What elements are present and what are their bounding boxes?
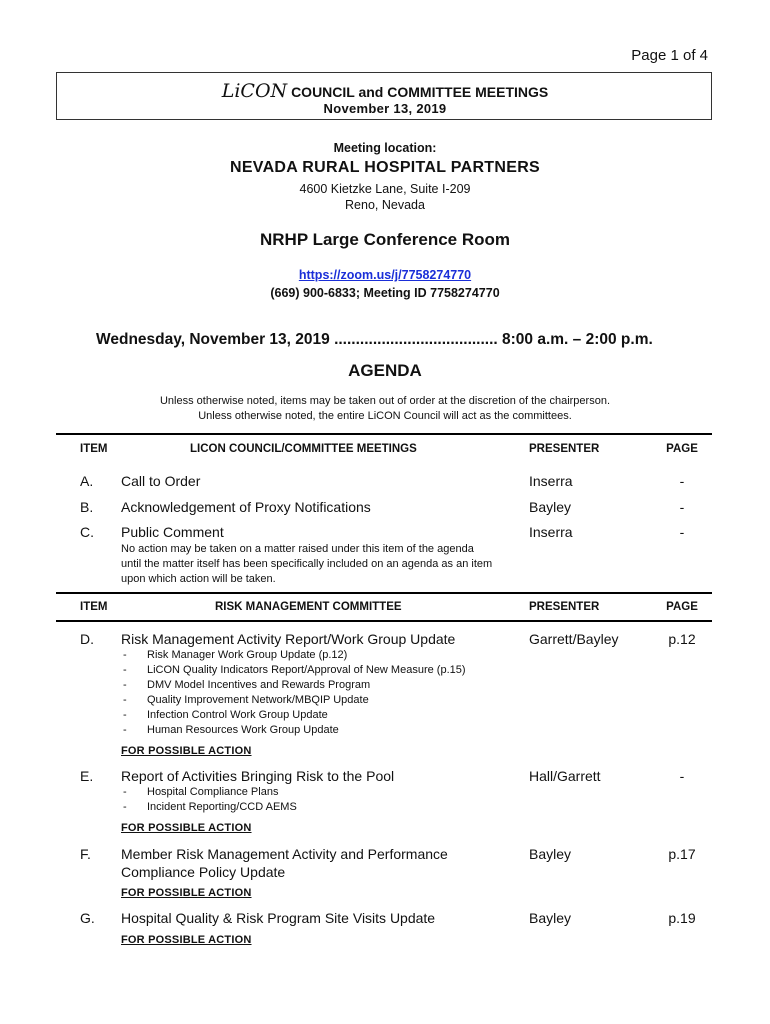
item-page: p.12 (668, 631, 696, 647)
item-title: Acknowledgement of Proxy Notifications (121, 499, 371, 515)
address: 4600 Kietzke Lane, Suite I-209 (299, 182, 471, 196)
bullet-marker: - (123, 679, 127, 691)
bullet-item: Risk Manager Work Group Update (p.12) (147, 649, 348, 661)
bullet-marker: - (123, 664, 127, 676)
bullet-marker: - (123, 786, 127, 798)
item-note: No action may be taken on a matter raised under this item of the agenda (121, 543, 474, 555)
possible-action-label: FOR POSSIBLE ACTION (121, 822, 252, 834)
col-header-page: PAGE (666, 601, 698, 613)
item-title: Hospital Quality & Risk Program Site Visits Update (121, 910, 436, 926)
item-page: - (679, 473, 685, 489)
bullet-marker: - (123, 694, 127, 706)
item-letter: F. (80, 846, 91, 862)
item-presenter: Bayley (529, 846, 572, 862)
item-title: Risk Management Activity Report/Work Group Update (121, 631, 456, 647)
organization-name: NEVADA RURAL HOSPITAL PARTNERS (229, 159, 541, 176)
col-header-item: ITEM (80, 443, 108, 455)
col-header-item: ITEM (80, 601, 108, 613)
agenda-heading: AGENDA (348, 361, 422, 380)
zoom-link[interactable]: https://zoom.us/j/7758274770 (298, 268, 472, 282)
bullet-marker: - (123, 724, 127, 736)
item-presenter: Hall/Garrett (529, 768, 601, 784)
bullet-item: LiCON Quality Indicators Report/Approval of New Measure (p.15) (147, 664, 466, 676)
item-presenter: Bayley (529, 910, 572, 926)
item-page: - (679, 524, 685, 540)
item-page: p.17 (668, 846, 696, 862)
bullet-marker: - (123, 649, 127, 661)
city: Reno, Nevada (345, 198, 425, 212)
divider (56, 433, 712, 435)
item-page: p.19 (668, 910, 696, 926)
item-presenter: Inserra (529, 473, 573, 489)
possible-action-label: FOR POSSIBLE ACTION (121, 887, 252, 899)
location-label: Meeting location: (333, 141, 437, 155)
licon-logo: LiCON (221, 80, 288, 102)
item-title: Report of Activities Bringing Risk to the Pool (121, 768, 395, 784)
bullet-item: DMV Model Incentives and Rewards Program (147, 679, 371, 691)
item-presenter: Inserra (529, 524, 573, 540)
item-presenter: Garrett/Bayley (529, 631, 619, 647)
item-presenter: Bayley (529, 499, 572, 515)
page-number: Page 1 of 4 (631, 47, 708, 64)
title-text: COUNCIL and COMMITTEE MEETINGS (291, 84, 549, 100)
bullet-item: Hospital Compliance Plans (147, 786, 279, 798)
item-letter: B. (80, 499, 94, 515)
item-letter: C. (80, 524, 94, 540)
col-header-presenter: PRESENTER (529, 601, 600, 613)
page-title (0, 80, 770, 102)
item-title-continued: Compliance Policy Update (121, 864, 286, 880)
bullet-item: Quality Improvement Network/MBQIP Update (147, 694, 369, 706)
agenda-note: Unless otherwise noted, items may be taken out of order at the discretion of the chairperson. (159, 395, 611, 407)
possible-action-label: FOR POSSIBLE ACTION (121, 745, 252, 757)
possible-action-label: FOR POSSIBLE ACTION (121, 934, 252, 946)
bullet-item: Human Resources Work Group Update (147, 724, 339, 736)
bullet-marker: - (123, 709, 127, 721)
bullet-marker: - (123, 801, 127, 813)
divider (56, 620, 712, 622)
bullet-item: Incident Reporting/CCD AEMS (147, 801, 297, 813)
meeting-schedule: Wednesday, November 13, 2019 ...................................... 8:00 a.m. – 2:00 p.m. (96, 331, 653, 348)
item-page: - (679, 499, 685, 515)
phone-meeting-id: (669) 900-6833; Meeting ID 7758274770 (270, 286, 500, 300)
item-letter: A. (80, 473, 94, 489)
col-header-title: RISK MANAGEMENT COMMITTEE (215, 601, 402, 613)
item-title: Public Comment (121, 524, 224, 540)
bullet-item: Infection Control Work Group Update (147, 709, 328, 721)
col-header-page: PAGE (666, 443, 698, 455)
item-page: - (679, 768, 685, 784)
col-header-title: LICON COUNCIL/COMMITTEE MEETINGS (190, 443, 417, 455)
agenda-note: Unless otherwise noted, the entire LiCON Council will act as the committees. (198, 410, 572, 422)
meeting-date: November 13, 2019 (323, 101, 447, 116)
item-letter: E. (80, 768, 94, 784)
conference-room: NRHP Large Conference Room (259, 230, 510, 249)
item-note: upon which action will be taken. (121, 573, 276, 585)
item-note: until the matter itself has been specifically included on an agenda as an item (121, 558, 493, 570)
item-letter: G. (80, 910, 95, 926)
item-letter: D. (80, 631, 94, 647)
col-header-presenter: PRESENTER (529, 443, 600, 455)
divider (56, 592, 712, 594)
item-title: Call to Order (121, 473, 201, 489)
item-title: Member Risk Management Activity and Performance (121, 846, 448, 862)
